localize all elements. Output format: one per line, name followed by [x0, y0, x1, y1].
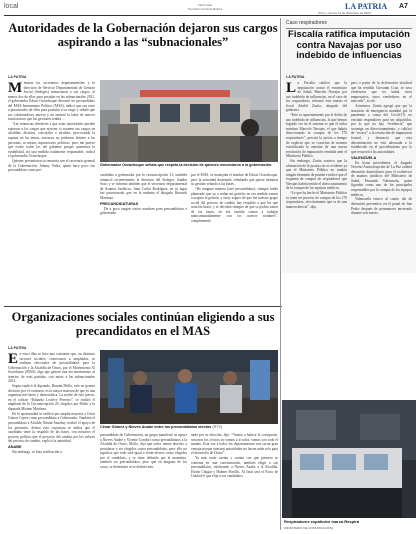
article2-headline: Organizaciones sociales continúan eligiendo a sus precandidatos en el MAS — [11, 310, 275, 338]
dateline: Oruro, viernes 11 de diciembre de 2020 — [318, 11, 371, 15]
article2-dropcap: E — [8, 352, 19, 367]
article2-photo — [100, 350, 278, 424]
sidebar-kicker: Caso respiradores — [286, 20, 327, 26]
article1-photo-caption: Gobernador Oczachoque señala que respeta la decisión de quienes renunciaron a la gobernación. — [100, 163, 273, 167]
publisher-line: Vanzmade Periódico la Patria Bolivia — [187, 3, 223, 11]
article2-photo-caption: César Gómez y Nieves Anabe entre los precandidatos electos (RTV) — [100, 425, 223, 429]
sidebar-photo-credit: (MINISTERIO DE COMUNICACIÓN) — [284, 526, 334, 530]
article1-photo — [100, 80, 278, 162]
sidebar-headline: Fiscalía ratifica imputación contra Navajas por uso indebido de influencias — [288, 29, 410, 61]
sidebar-dropcap: L — [286, 81, 297, 96]
article1-byline: LA PATRIA — [8, 75, 27, 79]
sidebar-photo — [282, 400, 416, 518]
article1-column-1: M ientras los secretarios departamentales y la directora de Servicio Departamental de Gestión Social (Sedeges) renunciaron a sus cargos, al menos dos de ellos para postular en las subnacionales 2021, el gobernador Edson Oczachoque descartó ser precandidato del MAS-Instrumento Político (MAS), indicó que sus once a preacinados de ellos para postular a su cargo y señaló que sus colaboradores nuevos y no asumió la labor de nuevos funcionarios que las gestiones tendrá ... “Las renuncias obedecen a que estas autoridades pueden expresar a los cargos que ejercen, si asumen sus cargos en alcaldías, distritos, concejales o alcaldes, provocando la ruptura en las ternas, entonces no podemos detener a las personas, ni menos aspiraciones políticas, pero me parece que existe todos los del gabinete porque queremos la estabilidad, así una medida totalmente responsable, indicó el gobernador Oczachoque. Quienes presentaron su renuncia son el secretario general de la Gobernación, Johnny Vedia, quien hace poco fue precandidato como pre- — [8, 81, 95, 173]
sidebar-column-2: pero a partir de la declaración testifical que ha rendido Giovanni Cruz, se tuvo evidencias que no había otros empresarios, otros vendedores en el mercado”, acotó. Asimismo, Zurita agregó que por la situación de emergencia mundial por la pandemia a causa del Covid-19, no existían respiradores para ser adquiridos, por lo que no hay “evidencia” que sostenga un direccionamiento, y calificó de “escaso” a la resolución de imputación formal, y denunció que esta determinación no está adecuada a lo establecido en el procedimiento por lo que recurrirá a las autoridades. VALENZUELA En horas precedentes, el Juzgado Noveno Anticorrupción de La Paz ordenó detención domiciliaria para el exdirector de asuntos jurídicos del Ministerio de Salud, Fernando Valenzuela, quien figuraba como uno de los principales responsables por la compra de los equipos médicos. Valenzuela estuvo al cuarto día de detención preventiva en el penal de San Pedro después de permanecer encerrado durante seis meses. — [351, 81, 412, 216]
page-number: A7 — [399, 3, 408, 10]
sidebar-byline: LA PATRIA — [286, 75, 305, 79]
precandidatos-photo — [100, 350, 278, 424]
article2-top-rule — [4, 306, 282, 307]
article2-column-3: nada por su elección, dijo: “Vamos a batirse la corrupción, nosotros los cívicos no vamos a ir solos, vamos con todo el mundo. Esta vez a todos los departamentos nos sacan gran ventaja porque nuestras autoridades no hacen nada solo para el desarrollo de Oruro”. Ya más tarde cuenta y cuenta con que primero se comenta en una concentración, también elegir a sus precandidatos, ratificando a Nieves Anabe a la Alcaldía, Efraín Chugar y Hubner Portillo. Al final será el Pacto de Unidad el que elija a sus candidatos. — [191, 433, 278, 479]
article2-column-2: precandidato de Gobernación, un grupo manifestó su apoyo a Nieves Anabe y Vicente Condori como precandidatos a la Alcaldía de Oruro, Mollo, dijo que todos tienen derecho a postularse y ser elegidos como precandidatos, pero ello no significa que todo será igual o serán electos como elegidos por el candidato, y se tiene definido por el momento, también ser precandidatos, pero que en ninguno de los casos, se determinó ni se definió aún. — [100, 433, 187, 469]
article1-headline: Autoridades de la Gobernación dejaron sus cargos aspirando a las “subnacionales” — [8, 21, 278, 49]
article1-column-3: por el MAS, se manejaba el nombre de Edson Oczachoque, pero la autoridad desmintió, señalando que quiere terminar su gestión velando a las bases. “De ninguna manera (seré precandidato); siempre había planteado que yo a suthar mi gestión, en esa medida vamos a aceptar la gestión, y estoy seguro de que fue nuestro grupo social del proceso de cambio hay respaldo a que los que sean las bases, y se decidirá siempre de que se podría tomar de las bases, en ese sentido vamos a trabajar mancomunadamente con los nuevos nombres”, complementó. — [191, 173, 278, 223]
article1-column-2: candidato a gobernador por la circunscripción 31; también renunció recientemente la directora del Sedeges, Sandra Soto, y se informó también que el secretario departamental de Asuntos Jurídicos, Juan Carlos Rodríguez, en su lugar fue posesionado que en la mañana el abogado Buezark Martínez. PRECANDIDATURAS De a poco surgen varios nombres para precandidatos a gobernador — [100, 173, 187, 216]
column-divider — [280, 18, 281, 530]
section-label: local — [4, 3, 19, 10]
sidebar-column-1: L a Fiscalía ratificó que la imputación contra el exministro de Salud, Marcelo Navajas por uso indebido de influencias, en el caso de los respiradores, informó este martes el fiscal Adalid Zurita, abogado del gobierno. “Esto es aparentemente por el delito de uso indebido de influencias, lo que hemos logrado ver en el sistema es que el señor ministro Marcelo Navajas, el que habría direccionado la compra de los 170 respiradores”, precisó la jurista a tiempo de explicar que se conocían de manera estratificada la emisión de una nueva resolución de imputación remitida ante el Ministerio Público. Sin embargo, Zurita sostuvo que la afirmación de la justicia no es evidente ya que el Ministerio Público no tendría ningún elemento de prueba e indicó que el esquema de compra de respiradores que Navajas habría tenido el direccionamiento de la compra de los equipos médicos. “Lo que ha hecho el Ministerio Público es tener un proceso de compra de los 170 respiradores, efectivamente que es de una manera directa”, dijo. — [286, 81, 347, 209]
respiradores-photo — [282, 400, 416, 518]
header-rule — [4, 15, 416, 16]
article2-byline: LA PATRIA — [8, 346, 27, 350]
article2-column-1: E n estos días se hizo una constante que, en distintos sectores sociales, convocaron a ampliados, se realizan elecciones de precandidatos para la Gobernación y la Alcaldía de Oruro, por el Movimiento Al Socialismo (MAS), algo que generó una ola movimiento al interior, de esas partidas, con miras a las subnacionales 2021. Según explicó el diputado, Román Mollo, este no genera división, por el contrario, es la mayor muestra de que es una organización fuerte y democrática. La noche de este jueves, en el coliseo “Eduardo Lecleve Ferreiro”, se realizó el ampliado de la Circunscripción 29, elegidos por Mollo y la diputada Miriam Martínez. En la oportunidad se ratificó por amplia mayoría a César Gómez López como precandidato a Gobernador. También el precandidato a Alcalde, Renán Azurduy recibió el apoyo de los presentes, dentro esta coyuntura se indica que el candidato tiene la respaldo de las bases, con nosotros el proceso político que el proyecto del cambio por los valores del proceso de cambio, explicó la autoridad. ANABE Sin embargo, se hizo ratificación a — [8, 352, 95, 455]
sidebar-photo-caption: Respiradores españoles marca Respira — [284, 519, 359, 524]
brand-logo: LA PATRIA — [345, 2, 388, 11]
dropcap: M — [8, 81, 23, 96]
gobernacion-building-photo — [100, 80, 278, 162]
